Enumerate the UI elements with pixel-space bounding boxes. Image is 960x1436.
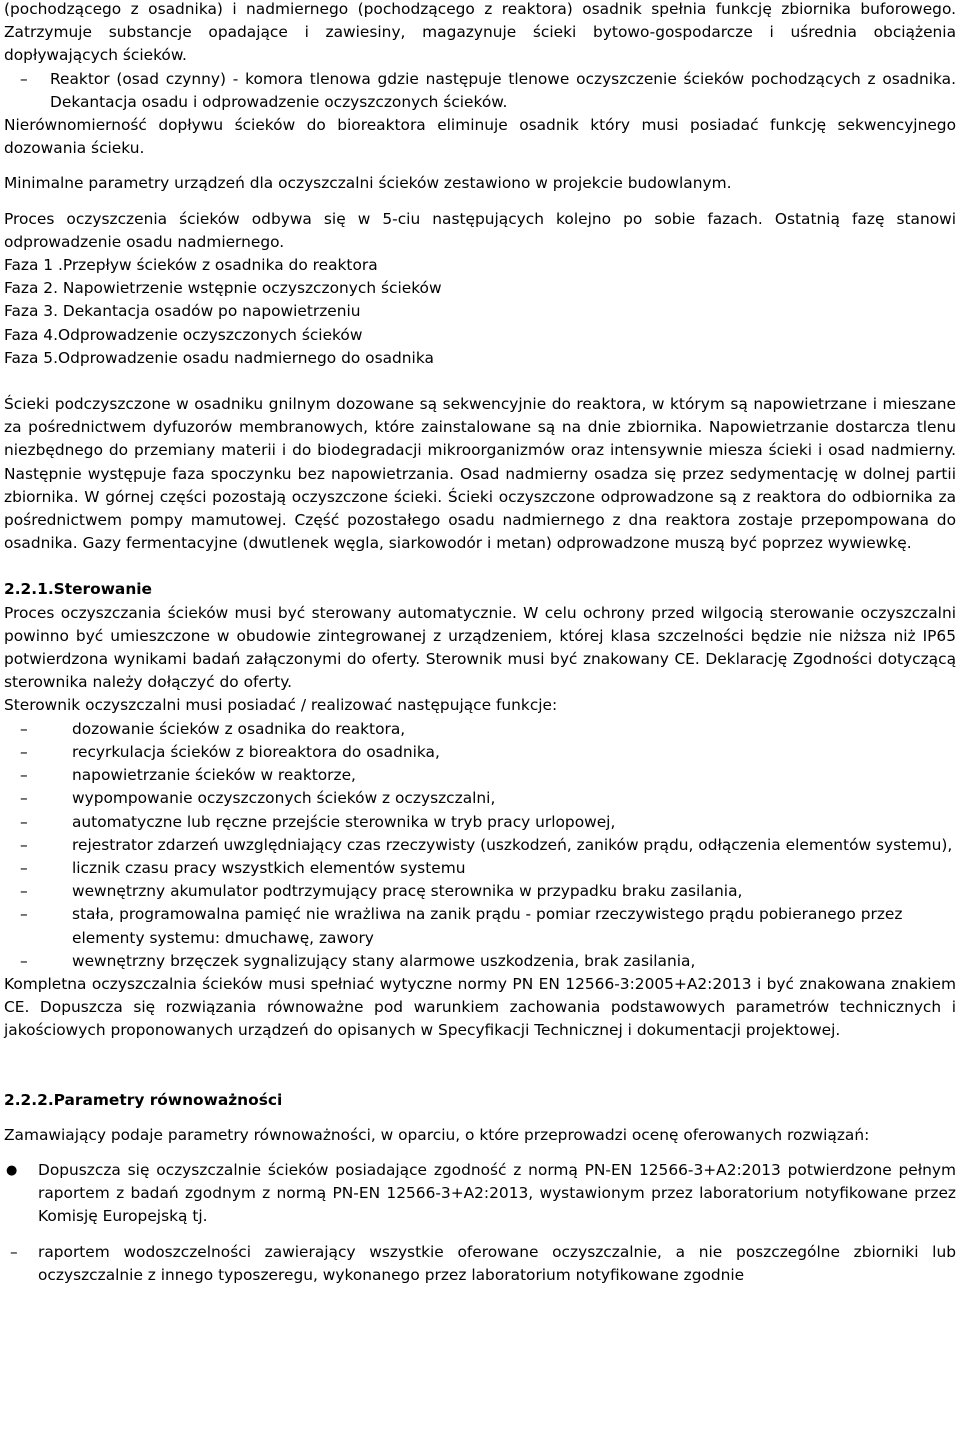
dash-text: raportem wodoszczelności zawierający wszystkie oferowane oczyszczalnie, a nie poszczególne zbiorniki lub oczyszczalnie z innego typoszeregu, wykonanego przez laboratorium notyfikowane zgodnie: [38, 1242, 956, 1284]
bullet-text: Dopuszcza się oczyszczalnie ścieków posiadające zgodność z normą PN-EN 12566-3+A2:2013 potwierdzone pełnym raportem z badań zgodnym z normą PN-EN 12566-3+A2:2013, wystawionym przez laboratorium notyfikowane przez Komisję Europejską tj.: [38, 1160, 956, 1226]
bullet-icon: ●: [6, 1162, 18, 1178]
dash-bullet: –: [20, 835, 28, 854]
function-item: – wewnętrzny akumulator podtrzymujący pracę sterownika w przypadku braku zasilania,: [4, 880, 956, 903]
dash-bullet: –: [20, 69, 28, 88]
equivalence-bullet-item: [4, 1159, 956, 1229]
function-item: – napowietrzanie ścieków w reaktorze,: [4, 764, 956, 787]
function-item: – dozowanie ścieków z osadnika do reaktora,: [4, 718, 956, 741]
phase-item: Faza 3. Dekantacja osadów po napowietrzeniu: [4, 302, 361, 321]
reaktor-list-item: [4, 68, 956, 114]
phase-list: [4, 254, 956, 370]
equivalence-paragraph: Zamawiający podaje parametry równoważności, w oparciu, o które przeprowadzi ocenę oferowanych rozwiązań:: [4, 1125, 870, 1144]
process-description: Ścieki podczyszczone w osadniku gnilnym dozowane są sekwencyjnie do reaktora, w którym są napowietrzane i mieszane za pośrednictwem dyfuzorów membranowych, które zainstalowane są na dnie zbiornika. Napowietrzanie dostarcza tlenu niezbędnego do przemiany materii i do biodegradacji mikroorganizmów oraz intensywnie miesza ścieki i osad nadmierny. Następnie występuje faza spoczynku bez napowietrzania. Osad nadmierny osadza się przez sedymentację w dolnej partii zbiornika. W górnej części pozostają oczyszczone ścieki. Ścieki oczyszczone odprowadzone są z reaktora do odbiornika za pośrednictwem pompy mamutowej. Część pozostałego osadu nadmiernego z dna reaktora zostaje przepompowana do osadnika. Gazy fermentacyjne (dwutlenek węgla, siarkowodór i metan) odprowadzone muszą być poprzez wywiewkę.: [4, 395, 956, 553]
dash-bullet: –: [10, 1242, 18, 1261]
section-heading-rownowaznosc: 2.2.2.Parametry równoważności: [4, 1090, 283, 1109]
functions-intro: Sterownik oczyszczalni musi posiadać / realizować następujące funkcje:: [4, 696, 558, 715]
dash-bullet: –: [20, 882, 28, 901]
function-item: – automatyczne lub ręczne przejście sterownika w tryb pracy urlopowej,: [4, 811, 956, 834]
dash-bullet: –: [20, 951, 28, 970]
phase-item: Faza 1 .Przepływ ścieków z osadnika do reaktora: [4, 256, 378, 275]
bioreactor-paragraph: Nierównomierność dopływu ścieków do bioreaktora eliminuje osadnik który musi posiadać funkcję sekwencyjnego dozowania ścieku.: [4, 116, 956, 158]
function-item: – recyrkulacja ścieków z bioreaktora do osadnika,: [4, 741, 956, 764]
compliance-paragraph: Kompletna oczyszczalnia ścieków musi spełniać wytyczne normy PN EN 12566-3:2005+A2:2013 i być znakowana znakiem CE. Dopuszcza się rozwiązania równoważne pod warunkiem zachowania podstawowych parametrów technicznych i jakościowych proponowanych urządzeń do opisanych w Specyfikacji Technicznej i dokumentacji projektowej.: [4, 974, 956, 1040]
document-page: [4, 0, 956, 1287]
function-item: – licznik czasu pracy wszystkich elementów systemu: [4, 857, 956, 880]
intro-paragraph: (pochodzącego z osadnika) i nadmiernego (pochodzącego z reaktora) osadnik spełnia funkcję zbiornika buforowego. Zatrzymuje substancje opadające i zawiesiny, magazynuje ścieki bytowo-gospodarcze i uśrednia obciążenia dopływających ścieków.: [4, 0, 956, 65]
equivalence-dash-item: [4, 1241, 956, 1287]
function-item: – rejestrator zdarzeń uwzględniający czas rzeczywisty (uszkodzeń, zaników prądu, odłączenia elementów systemu),: [4, 834, 956, 857]
reaktor-text: Reaktor (osad czynny) - komora tlenowa gdzie następuje tlenowe oczyszczenie ścieków pochodzących z osadnika. Dekantacja osadu i odprowadzenie oczyszczonych ścieków.: [50, 69, 956, 111]
dash-bullet: –: [20, 858, 28, 877]
phase-item: Faza 2. Napowietrzenie wstępnie oczyszczonych ścieków: [4, 279, 442, 298]
dash-bullet: –: [20, 742, 28, 761]
phase-item: Faza 5.Odprowadzenie osadu nadmiernego do osadnika: [4, 348, 434, 367]
dash-bullet: –: [20, 789, 28, 808]
sterowanie-paragraph: Proces oczyszczania ścieków musi być sterowany automatycznie. W celu ochrony przed wilgocią sterowanie oczyszczalni powinno być umieszczone w obudowie zintegrowanej z urządzeniem, której klasa szczelności będzie nie niższa niż IP65 potwierdzona wynikami badań załączonymi do oferty. Sterownik musi być znakowany CE. Deklarację Zgodności dotyczącą sterownika należy dołączyć do oferty.: [4, 603, 956, 692]
functions-list: [4, 718, 956, 973]
section-heading-sterowanie: 2.2.1.Sterowanie: [4, 580, 152, 599]
phase-item: Faza 4.Odprowadzenie oczyszczonych ścieków: [4, 325, 363, 344]
parameters-paragraph: Minimalne parametry urządzeń dla oczyszczalni ścieków zestawiono w projekcie budowlanym.: [4, 174, 732, 193]
function-item: – wewnętrzny brzęczek sygnalizujący stany alarmowe uszkodzenia, brak zasilania,: [4, 950, 956, 973]
dash-bullet: –: [20, 812, 28, 831]
function-item: – wypompowanie oczyszczonych ścieków z oczyszczalni,: [4, 787, 956, 810]
dash-bullet: –: [20, 719, 28, 738]
dash-bullet: –: [20, 766, 28, 785]
process-phases-intro: Proces oczyszczenia ścieków odbywa się w 5-ciu następujących kolejno po sobie fazach. Ostatnią fazę stanowi odprowadzenie osadu nadmiernego.: [4, 209, 956, 251]
dash-bullet: –: [20, 905, 28, 924]
function-item: – stała, programowalna pamięć nie wrażliwa na zanik prądu - pomiar rzeczywistego prądu pobieranego przez elementy systemu: dmuchawę, zawory: [20, 905, 903, 947]
